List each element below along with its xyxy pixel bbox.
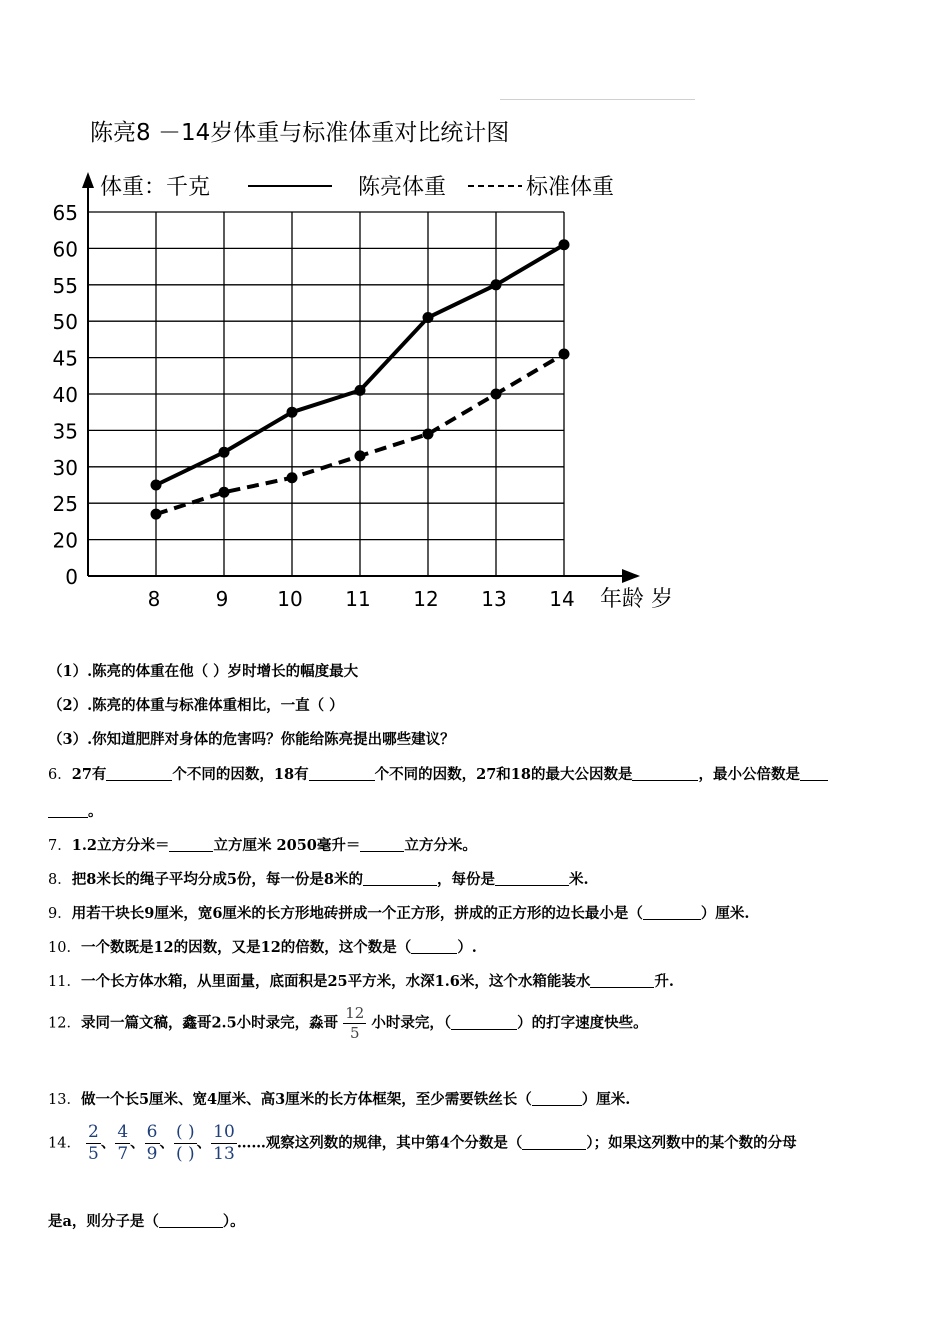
y-tick-label: 40 <box>52 383 78 407</box>
fraction-6-9: $\frac{6}{9}$ <box>146 1122 158 1164</box>
x-tick-label: 10 <box>277 587 303 611</box>
chen-weight-point <box>491 279 502 290</box>
question-8: 8．把8米长的绳子平均分成5份，每一份是8米的 ，每份是 米. <box>48 871 589 888</box>
y-tick-label: 55 <box>52 273 78 298</box>
question-3: （3）.你知道肥胖对身体的危害吗？你能给陈亮提出哪些建议？ <box>48 731 455 748</box>
answer-blank[interactable] <box>632 766 698 781</box>
x-tick-label: 8 <box>147 587 161 611</box>
question-2: （2）.陈亮的体重与标准体重相比，一直（ ） <box>48 697 344 714</box>
separator: 、 <box>196 1134 212 1152</box>
question-14: 14． $\frac{2}{5}$ 、 $\frac{4}{7}$ 、 $\frac{6}{9}$ 、 $\frac{( )}{( )}$ 、 $\frac{10}{13}$ ……观察这列数的规律，其中第4个分数是（ ）；如果这列数中的某个数的分母 <box>48 1122 797 1164</box>
x-tick-labels <box>148 587 575 611</box>
question-6-continued: 。 <box>48 800 103 821</box>
answer-blank[interactable] <box>169 837 213 852</box>
question-6: 6．27有 个不同的因数，18有 个不同的因数，27和18的最大公因数是 ，最小公倍数是 <box>48 763 828 784</box>
x-axis-label: 年龄 岁 <box>600 587 673 612</box>
question-9: 9．用若干块长9厘米，宽6厘米的长方形地砖拼成一个正方形，拼成的正方形的边长最小是（ ）厘米. <box>48 905 750 922</box>
y-tick-label: 45 <box>52 346 78 371</box>
y-axis-arrow <box>82 172 94 188</box>
y-tick-label: 65 <box>52 201 78 225</box>
question-number: 12． <box>48 1015 81 1032</box>
header-rule <box>500 99 695 100</box>
answer-blank[interactable] <box>309 766 375 781</box>
answer-blank[interactable] <box>363 871 437 886</box>
standard-weight-point <box>355 450 366 461</box>
question-11: 11．一个长方体水箱，从里面量，底面积是25平方米，水深1.6米，这个水箱能装水 升. <box>48 973 674 990</box>
y-tick-label: 50 <box>52 310 78 335</box>
answer-blank[interactable] <box>532 1091 582 1106</box>
question-number: 9． <box>48 906 72 922</box>
standard-weight-point <box>559 348 570 359</box>
y-tick-label: 30 <box>52 455 78 480</box>
legend-std-label: 标准体重 <box>526 175 615 200</box>
standard-weight-point <box>287 472 298 483</box>
legend-chen-label: 陈亮体重 <box>358 175 447 200</box>
question-number: 8． <box>48 872 72 888</box>
y-tick-label: 35 <box>52 419 78 444</box>
x-tick-label: 13 <box>481 587 507 611</box>
legend-unit-label: 体重：千克 <box>100 175 211 200</box>
question-7: 7．1.2立方分米＝ 立方厘米 2050毫升＝ 立方分米。 <box>48 837 477 854</box>
y-tick-label: 60 <box>52 237 78 262</box>
answer-blank[interactable] <box>159 1213 223 1228</box>
y-tick-labels <box>53 201 78 589</box>
answer-blank[interactable] <box>48 803 88 818</box>
standard-weight-point <box>151 509 162 520</box>
fraction-12-5: $\frac{12}{5}$ <box>345 1004 365 1042</box>
chen-weight-point <box>423 312 434 323</box>
x-tick-label: 9 <box>215 587 229 611</box>
separator: 、 <box>159 1134 174 1152</box>
standard-weight-point <box>423 429 434 440</box>
answer-blank[interactable] <box>643 905 701 920</box>
chen-weight-point <box>559 239 570 250</box>
y-tick-label: 25 <box>52 492 78 517</box>
answer-blank[interactable] <box>451 1015 517 1030</box>
standard-weight-point <box>491 389 502 400</box>
y-tick-label: 20 <box>52 528 78 553</box>
question-number: 13． <box>48 1092 81 1108</box>
question-12: 12．录同一篇文稿，鑫哥2.5小时录完，淼哥 $\frac{12}{5}$ 小时录完，（ ）的打字速度快些。 <box>48 1004 648 1042</box>
answer-blank[interactable] <box>411 939 457 954</box>
question-number: 6． <box>48 767 72 783</box>
question-number: 10． <box>48 940 81 956</box>
separator: 、 <box>100 1134 116 1152</box>
chart-title: 陈亮8 －14岁体重与标准体重对比统计图 <box>90 120 510 146</box>
chart-axes <box>82 172 640 583</box>
x-tick-label: 14 <box>549 587 575 611</box>
fraction-2-5: $\frac{2}{5}$ <box>88 1122 99 1164</box>
question-10: 10．一个数既是12的因数，又是12的倍数，这个数是（ ）. <box>48 939 477 956</box>
answer-blank[interactable] <box>106 766 172 781</box>
chen-weight-point <box>355 385 366 396</box>
answer-blank[interactable] <box>522 1135 586 1150</box>
question-number: 11． <box>48 974 81 990</box>
chart-legend <box>100 175 614 200</box>
fraction-4-7: $\frac{4}{7}$ <box>117 1122 129 1164</box>
x-tick-label: 12 <box>413 587 439 611</box>
x-tick-label: 11 <box>345 587 371 611</box>
weight-line-chart <box>40 160 700 620</box>
answer-blank[interactable] <box>590 973 654 988</box>
fraction-10-13: $\frac{10}{13}$ <box>213 1122 235 1164</box>
standard-weight-point <box>219 487 230 498</box>
chen-weight-point <box>287 407 298 418</box>
chen-weight-point <box>219 447 230 458</box>
question-13: 13．做一个长5厘米、宽4厘米、高3厘米的长方体框架，至少需要铁丝长（ ）厘米. <box>48 1091 631 1108</box>
question-14-continued: 是a，则分子是（ ）。 <box>48 1213 245 1230</box>
answer-blank[interactable] <box>800 766 828 781</box>
x-axis-arrow <box>622 569 640 583</box>
y-tick-label: 0 <box>65 565 78 589</box>
question-1: （1）.陈亮的体重在他（ ）岁时增长的幅度最大 <box>48 663 359 680</box>
answer-blank[interactable] <box>495 871 569 886</box>
separator: 、 <box>130 1134 145 1152</box>
question-number: 14． <box>48 1135 81 1152</box>
chen-weight-point <box>151 480 162 491</box>
question-number: 7． <box>48 838 72 854</box>
answer-blank[interactable] <box>360 837 404 852</box>
fraction-blank[interactable]: $\frac{( )}{( )}$ <box>176 1122 195 1164</box>
